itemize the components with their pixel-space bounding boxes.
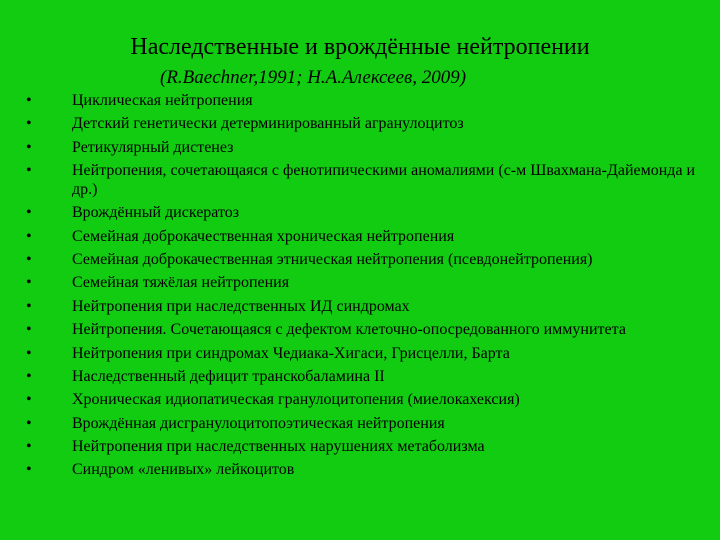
list-item	[26, 139, 706, 158]
bullet-dot-icon: •	[26, 92, 32, 109]
bullet-dot-icon: •	[26, 162, 32, 180]
bullet-dot-icon: •	[26, 227, 32, 245]
list-item-text: Синдром «ленивых» лейкоцитов	[72, 461, 295, 479]
list-item-text: Семейная доброкачественная хроническая нейтропения	[72, 227, 455, 245]
bullet-dot-icon: •	[26, 204, 32, 222]
list-item	[26, 298, 706, 317]
slide-title: Наследственные и врождённые нейтропении	[130, 34, 590, 60]
list-item-text: Нейтропения при синдромах Чедиака-Хигаси, Грисцелли, Барта	[72, 344, 510, 362]
list-item	[26, 438, 706, 457]
bullet-dot-icon: •	[26, 297, 32, 315]
list-item-text: Детский генетически детерминированный агранулоцитоз	[72, 115, 464, 133]
list-item-text: Нейтропения при наследственных ИД синдромах	[72, 297, 410, 315]
list-item	[26, 415, 706, 434]
list-item-text: Врождённая дисгранулоцитопоэтическая нейтропения	[72, 414, 445, 432]
list-item-text: Нейтропения, сочетающаяся с фенотипическими аномалиями (с-м Швахмана-Дайемонда и др.)	[72, 162, 696, 198]
bullet-dot-icon: •	[26, 344, 32, 362]
slide-subtitle: (R.Baechner,1991; Н.А.Алексеев, 2009)	[160, 67, 467, 88]
list-item	[26, 345, 706, 364]
list-item	[26, 391, 706, 410]
bullet-dot-icon: •	[26, 461, 32, 479]
list-item	[26, 162, 706, 199]
list-item-text: Наследственный дефицит транскобаламина II	[72, 367, 385, 385]
bullet-dot-icon: •	[26, 274, 32, 292]
bullet-list	[26, 92, 706, 485]
list-item	[26, 368, 706, 387]
bullet-dot-icon: •	[26, 414, 32, 432]
bullet-dot-icon: •	[26, 367, 32, 385]
bullet-dot-icon: •	[26, 438, 32, 456]
list-item-text: Нейтропения. Сочетающаяся с дефектом клеточно-опосредованного иммунитета	[72, 321, 626, 339]
list-item-text: Хроническая идиопатическая гранулоцитопения (миелокахексия)	[72, 391, 520, 409]
list-item-text: Нейтропения при наследственных нарушениях метаболизма	[72, 438, 485, 456]
list-item-text: Ретикулярный дистенез	[72, 138, 234, 156]
list-item	[26, 321, 706, 340]
list-item-text: Семейная доброкачественная этническая нейтропения (псевдонейтропения)	[72, 250, 593, 268]
list-item	[26, 461, 706, 480]
list-item-text: Циклическая нейтропения	[72, 92, 253, 109]
list-item	[26, 251, 706, 270]
list-item-text: Врождённый дискератоз	[72, 204, 240, 222]
bullet-dot-icon: •	[26, 138, 32, 156]
list-item	[26, 274, 706, 293]
bullet-dot-icon: •	[26, 321, 32, 339]
list-item	[26, 115, 706, 134]
list-item-text: Семейная тяжёлая нейтропения	[72, 274, 290, 292]
bullet-dot-icon: •	[26, 250, 32, 268]
list-item	[26, 92, 706, 111]
bullet-dot-icon: •	[26, 115, 32, 133]
list-item	[26, 204, 706, 223]
bullet-dot-icon: •	[26, 391, 32, 409]
list-item	[26, 228, 706, 247]
